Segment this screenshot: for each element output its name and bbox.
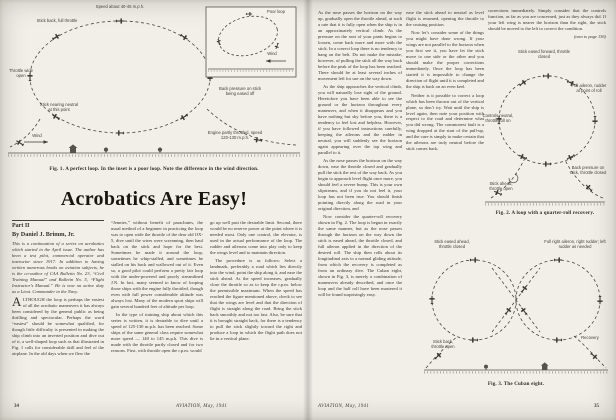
imprint-left: AVIATION, May, 1941 bbox=[176, 404, 228, 409]
fig1-caption: Fig. 1. A perfect loop. In the inset is a poor loop. Note the difference in the wind direction. bbox=[49, 167, 259, 172]
fig2-label-back-pressure: Back pressure on stick, throttle closed bbox=[569, 165, 607, 175]
ground-line bbox=[8, 144, 300, 155]
left-column-2 bbox=[111, 220, 203, 398]
fig2-caption: Fig. 2. A loop with a quarter-roll recovery. bbox=[495, 211, 595, 216]
article-title: Acrobatics Are Easy! bbox=[60, 188, 248, 210]
ground-line bbox=[424, 362, 608, 372]
paragraph: As the ship approaches the vertical climb, you will naturally lose sight of the ground. Heretofore you have been able to see the ground or the horizon throughout every maneuver, and when it disappears and you have nothing but sky before you, there is a tendency to feel lost and helpless. However, if you have followed instructions carefully, keeping the ailerons and the rudder in neutral, you will suddenly see the horizon again appearing over the top wing and parallel to it. bbox=[318, 84, 402, 155]
fig2-label-controls-neutral: Controls neutral, throttle full on bbox=[482, 113, 514, 123]
continuation-note: (turn to page 136) bbox=[573, 34, 606, 40]
paragraph: corrections immediately. Simply consider that the controls function, as far as you are concerned, just as they always did. If your left wing is nearer the horizon than the right, the stick should be moved to the left to correct the condition. bbox=[488, 8, 606, 31]
fig1-figure bbox=[8, 5, 300, 177]
fig3-caption: Fig. 3. The Cuban eight. bbox=[487, 382, 545, 387]
paragraph: ease the stick ahead to neutral as level flight is resumed, opening the throttle to the cruising position. bbox=[406, 10, 484, 27]
paragraph: Neither is it possible to correct a loop which has been thrown out of the vertical plane, so don’t try. Wait until the ship is level again, then note your position with respect to the road and determine what you did wrong. The commonest fault is a wing dropped at the start of the pull-up, and the cure is simply to make certain that the ailerons are truly neutral before the stick comes back. bbox=[406, 92, 484, 152]
wind-arrow-icon bbox=[24, 140, 48, 144]
paragraph: Now consider the quarter-roll recovery shown in Fig. 2. The loop is begun in exactly the same manner, but as the nose passes through the horizon on the way down the stick is eased ahead, the throttle closed, and full aileron applied in the direction of the desired roll. The ship then rolls about its longitudinal axis to a normal gliding attitude, from which the recovery is completed as from an ordinary dive. The Cuban eight, shown in Fig. 3, is merely a combination of maneuvers already described, and once the loop and the half roll have been mastered it will be found surprisingly easy. bbox=[318, 214, 402, 298]
fig3-figure bbox=[424, 240, 608, 396]
fig1-inset-wind: Wind bbox=[267, 51, 277, 56]
fig1-label-speed: Speed about 40-45 m.p.h. bbox=[95, 4, 145, 9]
left-page bbox=[0, 0, 304, 420]
fig3-label-full-right-aileron: Full right aileron, right rudder; left rudder as needed bbox=[544, 239, 606, 249]
right-column-a bbox=[318, 10, 402, 396]
fig2-label-stick-ahead: Stick ahead, throttle open bbox=[489, 181, 513, 191]
imprint-right: AVIATION, May, 1941 bbox=[318, 404, 370, 409]
inset-poor-loop bbox=[206, 7, 296, 77]
paragraph: go up well past the desirable limit. Second, there would be no reserve power at the point where it is needed most. Only one control, the elevator, is used in the actual performance of the loop. The rudder and ailerons come into play only to keep the wings level and to maintain direction. bbox=[210, 220, 302, 255]
fig1-label-back-pressure: Back pressure on stick being eased off bbox=[218, 86, 262, 96]
fig3-label-stick-eased: Stick eased ahead, throttle closed bbox=[434, 239, 470, 249]
paragraph: ALTHOUGH the loop is perhaps the easiest of all the acrobatic maneuvers it has always been considered by the general public as being thrilling and spectacular. Perhaps the word “easiest” should be somewhat qualified, for though little difficulty is presented in making the ship climb into an inverted position and dive out of it, a well-shaped loop such as that illustrated in Fig. 1 calls for considerable skill and feel of the airplane. In the old days when we flew the bbox=[12, 294, 104, 356]
fig2-label-full-aileron: Full aileron, rudder at point of roll bbox=[571, 83, 607, 93]
fig3-label-recovery: Recovery bbox=[581, 335, 599, 340]
eight-path bbox=[426, 260, 606, 368]
fig1-label-engine-throttled: Engine partly throttled, speed 120-130 m.p.h. bbox=[207, 130, 263, 140]
right-column-c bbox=[488, 8, 606, 48]
fig1-inset-title: Poor loop bbox=[267, 9, 285, 14]
paragraph: Now let’s consider some of the things you might have done wrong. If your wings are not parallel to the horizon when you first see it, you have let the stick move to one side or the other and you should make the proper corrections immediately. Once the loop has been started it is impossible to change the direction of flight until it is completed and the ship is back on an even keel. bbox=[406, 30, 484, 90]
fig3-diagram bbox=[424, 240, 608, 380]
left-column-3 bbox=[210, 220, 302, 398]
ground-line bbox=[485, 202, 605, 204]
fig1-label-stick-back: Stick back, full throttle bbox=[36, 18, 78, 23]
left-page-columns bbox=[12, 220, 302, 398]
right-column-b bbox=[406, 10, 484, 236]
left-column-1 bbox=[12, 220, 104, 398]
paragraph: As the nose passes the horizon on the way down, ease the throttle closed and gradually pull the stick the rest of the way back. As you begin to approach level flight once more, you should feel a severe bump. This is your own slipstream, and if you do not feel it, your loop has not been true. You should finish pointing directly along the road in your original direction, and bbox=[318, 158, 402, 211]
paragraph: “Jennies,” without benefit of parachutes, the usual method of a beginner in practicing the loop was to open wide the throttle of the dear old OX-5, dive until the wires were screaming, then haul back on the stick and hope for the best. Sometimes he made it around the loop, sometimes he whip-stalled, and sometimes he stalled on his back and wallowed out of it. Even so, a good pilot could perform a pretty fair loop with the under-powered and poorly streamlined J.N. In fact, many seemed to know of looping those ships with the engine fully throttled, though even with full power considerable altitude was always lost. Many of the modern sport ships will gain several hundred feet of altitude per loop. bbox=[111, 220, 203, 309]
page-gutter bbox=[303, 0, 313, 420]
article-header bbox=[12, 220, 104, 239]
fig1-label-throttle-open: Throttle wide open bbox=[9, 68, 33, 78]
fig3-label-stick-back: Stick back, throttle open bbox=[431, 339, 455, 349]
loop-path bbox=[491, 76, 603, 198]
paragraph: The procedure is as follows: Select a landmark, preferably a road which lies directly into the wind, point the ship along it, and ease the stick ahead. As the speed increases, gradually close the throttle so as to keep the r.p.m. below the permissible maximum. When the speed has reached the figure mentioned above, check to see that the wings are level and that the direction of flight is straight along the road. Bring the stick back smoothly and not too fast. Also, be sure that it is brought straight back, for there is a tendency to pull the stick slightly toward the right and produce a loop in which the flight path does not lie in a vertical plane. bbox=[210, 258, 302, 341]
fig2-label-stick-forward: Stick eased forward, throttle closed bbox=[518, 49, 570, 59]
part-label: Part II bbox=[12, 223, 30, 229]
paragraph: In the type of training ship about which this series is written, it is desirable to dive until a speed of 125-130 m.p.h. has been reached. Some ships of the same general class require somewhat more speed — 140 to 145 m.p.h. This dive is made with the throttle partly closed and for two reasons. First, with throttle open the r.p.m. would bbox=[111, 312, 203, 353]
fig1-label-wind: Wind bbox=[32, 133, 42, 138]
fig1-label-stick-neutral: Stick nearing neutral at this point bbox=[39, 102, 79, 112]
right-page bbox=[304, 0, 616, 420]
byline: By Daniel J. Brimm, Jr. bbox=[12, 230, 75, 238]
paragraph: As the nose passes the horizon on the way up, gradually open the throttle ahead, at such a rate that it is fully open when the ship is in an approximately vertical climb. As the pressure on the seat of your pants begins to loosen, come back more and more with the stick. In a correct loop there is no tendency to hang on the belt. Do not make the mistake, however, of pulling the stick all the way back before the peak of the loop has been reached. There should be at least several inches of movement left for use on the way down. bbox=[318, 10, 402, 81]
page-number-left: 34 bbox=[14, 404, 19, 409]
fig2-figure bbox=[482, 50, 608, 222]
intro-paragraph: This is a continuation of a series on acrobatics which started in the April issue. The author has been a test pilot, commercial operator and instructor since 1917. In addition to having written numerous books on aviation subjects, he is the co-author of CAA Bulletin No. 23, “Civil Training Manual” and Bulletin No. 5, “Flight Instructor’s Manual.” He is now on active duty as a Lieut. Commander in the Navy. bbox=[12, 240, 104, 294]
fig1-diagram bbox=[8, 5, 300, 165]
page-number-right: 35 bbox=[594, 404, 599, 409]
